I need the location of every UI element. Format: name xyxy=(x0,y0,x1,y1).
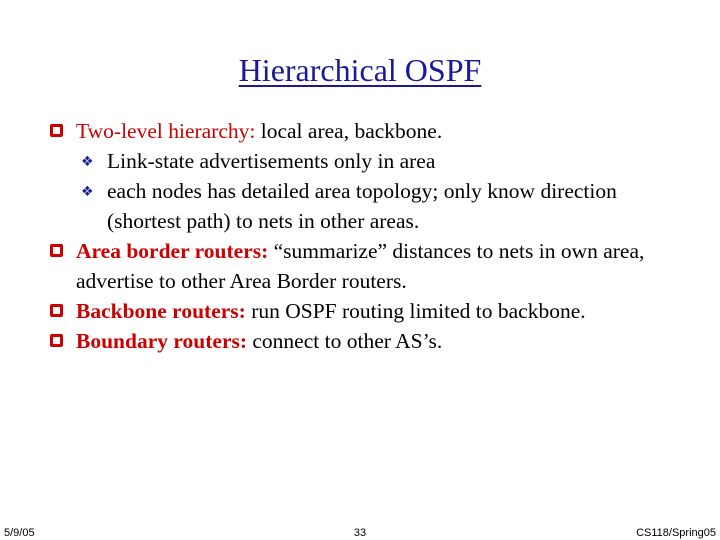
bullet-boundary-routers xyxy=(50,326,690,356)
sub-bullet-text: each nodes has detailed area topology; only know direction (shortest path) to nets in other areas. xyxy=(107,179,617,233)
hollow-square-icon xyxy=(50,244,63,257)
footer-date: 5/9/05 xyxy=(4,527,35,539)
bullet-text: connect to other AS’s. xyxy=(247,329,443,353)
sub-bullet-text: Link-state advertisements only in area xyxy=(107,149,436,173)
bullet-backbone-routers xyxy=(50,296,690,326)
slide-title xyxy=(0,50,720,90)
slide-body xyxy=(50,116,690,356)
bullet-two-level-hierarchy xyxy=(50,116,690,146)
bullet-text: run OSPF routing limited to backbone. xyxy=(245,299,586,323)
hollow-square-icon xyxy=(50,124,63,137)
bullet-text: “summarize” distances to nets in own area, advertise to other Area Border routers. xyxy=(76,239,645,293)
diamond-check-icon: ❖ xyxy=(81,184,94,200)
bullet-text: local area, backbone. xyxy=(255,119,443,143)
slide-title-text: Hierarchical OSPF xyxy=(238,52,482,88)
bullet-label: Boundary routers: xyxy=(76,329,248,353)
footer-page-number: 33 xyxy=(353,527,367,539)
bullet-area-border-routers xyxy=(50,236,690,296)
sub-bullet-link-state xyxy=(50,146,690,176)
footer-course: CS118/Spring05 xyxy=(636,527,716,539)
bullet-label: Area border routers: xyxy=(76,239,269,263)
hollow-square-icon xyxy=(50,304,63,317)
bullet-label: Two-level hierarchy: xyxy=(76,119,256,143)
sub-bullet-area-topology xyxy=(50,176,690,236)
hollow-square-icon xyxy=(50,334,63,347)
bullet-label: Backbone routers: xyxy=(76,299,246,323)
diamond-check-icon: ❖ xyxy=(81,154,94,170)
